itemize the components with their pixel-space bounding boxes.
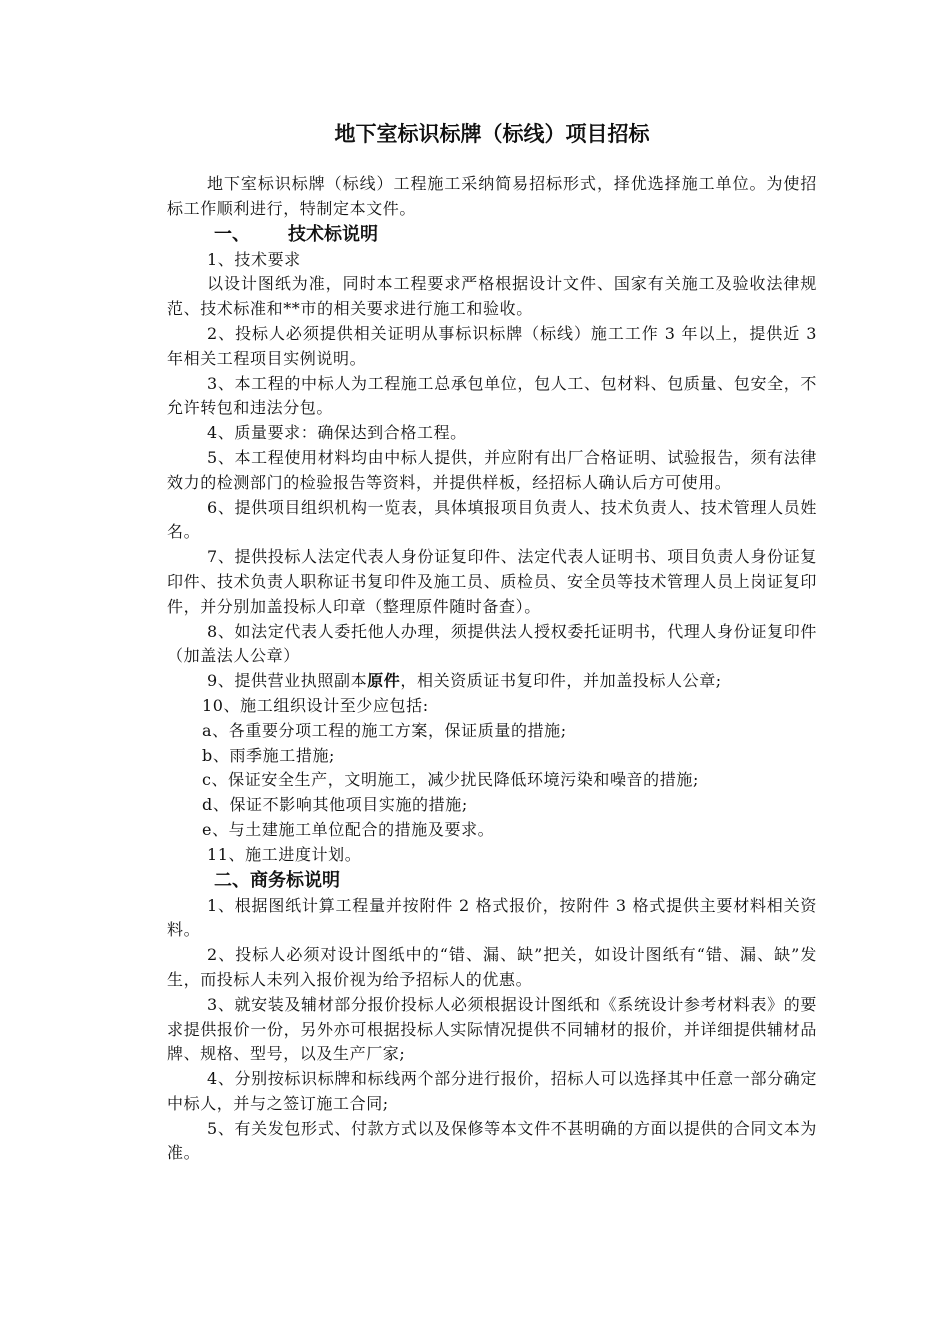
tech-item-9-bold: 原件 bbox=[367, 671, 401, 691]
sub-item-d: d、保证不影响其他项目实施的措施; bbox=[202, 795, 468, 815]
commercial-item-3: 3、就安装及辅材部分报价投标人必须根据设计图纸和《系统设计参考材料表》的要求提供报价一份，另外亦可根据投标人实际情况提供不同辅材的报价，并详细提供辅材品牌、规格、型号，以及生产厂家; bbox=[167, 994, 817, 1064]
tech-item-5: 5、本工程使用材料均由中标人提供，并应附有出厂合格证明、试验报告，须有法律效力的检测部门的检验报告等资料，并提供样板，经招标人确认后方可使用。 bbox=[167, 447, 817, 492]
tech-item-11: 11、施工进度计划。 bbox=[207, 844, 362, 864]
commercial-item-5: 5、有关发包形式、付款方式以及保修等本文件不甚明确的方面以提供的合同文本为准。 bbox=[167, 1118, 817, 1163]
sub-item-b: b、雨季施工措施; bbox=[202, 745, 336, 765]
tech-item-6: 6、提供项目组织机构一览表，具体填报项目负责人、技术负责人、技术管理人员姓名。 bbox=[167, 497, 817, 542]
document-title: 地下室标识标牌（标线）项目招标 bbox=[334, 122, 650, 146]
commercial-item-4: 4、分别按标识标牌和标线两个部分进行报价，招标人可以选择其中任意一部分确定中标人，并与之签订施工合同; bbox=[167, 1069, 817, 1113]
sub-item-a: a、各重要分项工程的施工方案，保证质量的措施; bbox=[202, 720, 567, 740]
section-heading-commercial: 二、商务标说明 bbox=[214, 869, 340, 891]
intro-paragraph: 地下室标识标牌（标线）工程施工采纳简易招标形式，择优选择施工单位。为使招标工作顺利进行，特制定本文件。 bbox=[167, 174, 817, 218]
tech-item-10: 10、施工组织设计至少应包括: bbox=[202, 695, 429, 715]
tech-item-8: 8、如法定代表人委托他人办理，须提供法人授权委托证明书，代理人身份证复印件（加盖法人公章） bbox=[167, 621, 817, 666]
tech-item-9 bbox=[167, 669, 817, 694]
tech-item-2: 2、投标人必须提供相关证明从事标识标牌（标线）施工工作 3 年以上，提供近 3 年相关工程项目实例说明。 bbox=[167, 323, 817, 368]
tech-item-9-end: ，相关资质证书复印件，并加盖投标人公章; bbox=[400, 671, 722, 691]
tech-item-1-detail: 以设计图纸为准，同时本工程要求严格根据设计文件、国家有关施工及验收法律规范、技术标准和**市的相关要求进行施工和验收。 bbox=[167, 274, 817, 319]
document-page bbox=[167, 118, 817, 1166]
tech-item-1: 1、技术要求 bbox=[207, 249, 301, 269]
section-heading-technical bbox=[167, 222, 817, 248]
sub-item-c: c、保证安全生产，文明施工，减少扰民降低环境污染和噪音的措施; bbox=[202, 770, 699, 790]
commercial-item-2: 2、投标人必须对设计图纸中的“错、漏、缺”把关，如设计图纸有“错、漏、缺”发生，而投标人未列入报价视为给予招标人的优惠。 bbox=[167, 945, 817, 989]
tech-item-9-start: 9、提供营业执照副本 bbox=[207, 671, 368, 691]
tech-item-4: 4、质量要求：确保达到合格工程。 bbox=[207, 423, 467, 443]
sub-item-e: e、与土建施工单位配合的措施及要求。 bbox=[202, 819, 495, 839]
tech-item-3: 3、本工程的中标人为工程施工总承包单位，包人工、包材料、包质量、包安全，不允许转包和违法分包。 bbox=[167, 373, 817, 418]
commercial-item-1: 1、根据图纸计算工程量并按附件 2 格式报价，按附件 3 格式提供主要材料相关资料。 bbox=[167, 895, 817, 940]
section-number: 一、 bbox=[214, 223, 250, 245]
tech-item-7: 7、提供投标人法定代表人身份证复印件、法定代表人证明书、项目负责人身份证复印件、技术负责人职称证书复印件及施工员、质检员、安全员等技术管理人员上岗证复印件，并分别加盖投标人印章（整理原件随时备查）。 bbox=[167, 547, 817, 616]
section-title: 技术标说明 bbox=[288, 223, 378, 245]
